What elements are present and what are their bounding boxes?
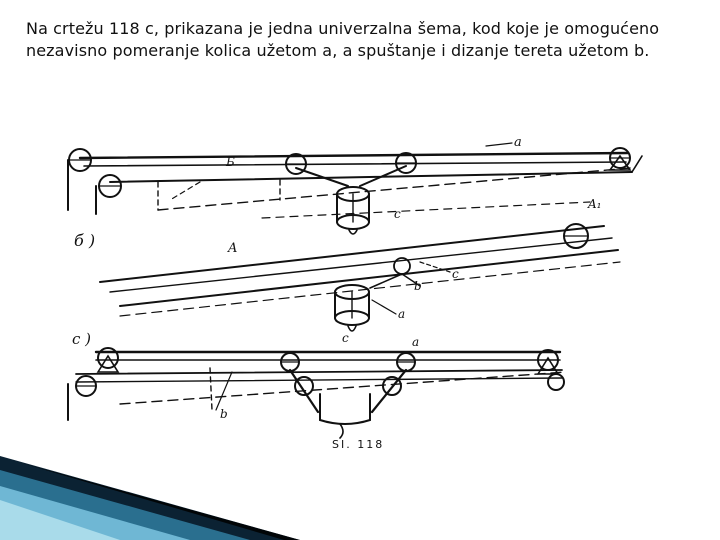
rope-label-c-hook: c: [342, 331, 349, 345]
rope-label-a-bottom: a: [412, 335, 420, 349]
rope-label-A1: A₁: [588, 197, 602, 211]
pulley-icon: [397, 353, 415, 371]
pulley-icon: [99, 175, 121, 197]
pulley-icon: [610, 148, 630, 170]
pulley-icon: [538, 350, 558, 374]
rope-label-A: A: [228, 241, 238, 256]
pulley-icon: [548, 374, 564, 390]
panel-label-c: c ): [72, 330, 92, 348]
rope-label-c: c: [394, 207, 401, 221]
pulley-icon: [281, 353, 299, 371]
rope-label-a-middle: a: [398, 307, 406, 321]
hook-block-icon: [335, 285, 369, 331]
panel-b: [74, 197, 620, 345]
panel-c: [68, 330, 566, 451]
rope-label-b-middle: b: [414, 279, 422, 293]
rope-label-a: a: [514, 135, 522, 150]
pulley-icon: [69, 149, 91, 171]
rope-label-cyr-b: Б: [226, 155, 235, 169]
pulley-icon: [76, 376, 96, 396]
slide-body-text: Na crtežu 118 c, prikazana je jedna univerzalna šema, kod koje je omogućeno nezavisno pomeranje kolica užetom a, a spuštanje i dizanje tereta užetom b.: [26, 19, 660, 60]
pulley-icon: [564, 224, 588, 248]
rope-label-c-middle: c: [452, 267, 459, 281]
panel-a: [68, 135, 642, 234]
panel-label-b: б ): [74, 231, 96, 250]
figure-caption: SI. 118: [332, 438, 385, 451]
rope-label-b-bottom: b: [220, 407, 228, 421]
